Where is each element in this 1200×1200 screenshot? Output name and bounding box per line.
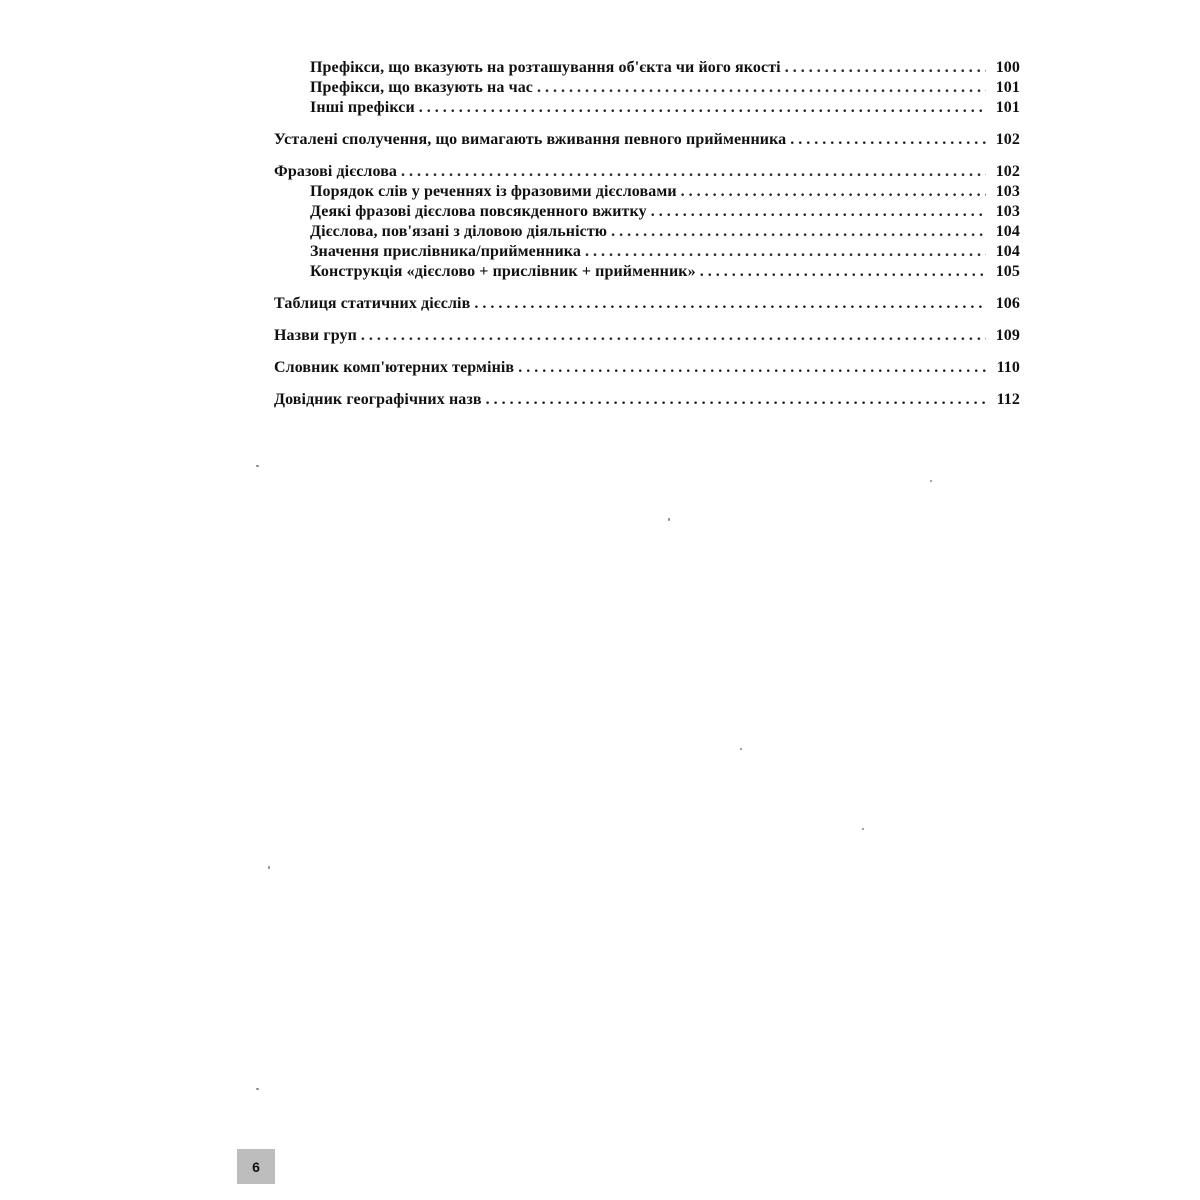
toc-entry-page: 103 [995, 183, 1020, 200]
toc-leader-dots [785, 58, 986, 78]
toc-leader-dots [651, 202, 986, 222]
toc-entry-title: Порядок слів у реченнях із фразовими дієсловами [310, 183, 677, 200]
toc-leader-dots [700, 262, 986, 282]
toc-group-phrasal-verbs [274, 162, 1020, 282]
scan-speck [930, 480, 932, 482]
toc-entry-title: Конструкція «дієслово + прислівник + прийменник» [310, 263, 696, 280]
toc-leader-dots [585, 242, 986, 262]
scan-speck [268, 866, 270, 869]
toc-group-prefixes [274, 58, 1020, 118]
toc-entry[interactable] [274, 262, 1020, 282]
toc-leader-dots [790, 130, 986, 150]
scan-speck [668, 518, 670, 521]
scan-speck [256, 465, 259, 467]
toc-entry-title: Таблиця статичних дієслів [274, 295, 471, 312]
toc-entry-page: 104 [995, 223, 1020, 240]
toc-entry-page: 110 [996, 359, 1020, 376]
toc-leader-dots [486, 390, 986, 410]
toc-entry[interactable] [274, 58, 1020, 78]
toc-entry-page: 112 [996, 391, 1020, 408]
toc-entry-page: 100 [995, 59, 1020, 76]
toc-entry-title: Інші префікси [310, 99, 415, 116]
scan-speck [862, 828, 864, 830]
toc-entry-page: 104 [995, 243, 1020, 260]
toc-leader-dots [474, 294, 986, 314]
scan-speck [256, 1088, 259, 1090]
toc-entry[interactable] [274, 242, 1020, 262]
toc-entry[interactable] [274, 358, 1020, 378]
toc-entry-title: Префікси, що вказують на час [310, 79, 533, 96]
toc-entry[interactable] [274, 98, 1020, 118]
toc-leader-dots [518, 358, 986, 378]
toc-leader-dots [401, 162, 986, 182]
toc-leader-dots [419, 98, 986, 118]
toc-entry[interactable] [274, 390, 1020, 410]
toc-entry-title: Словник комп'ютерних термінів [274, 359, 515, 376]
toc-group-geographic-names [274, 390, 1020, 410]
toc-entry[interactable] [274, 130, 1020, 150]
toc-entry-page: 103 [995, 203, 1020, 220]
toc-entry-page: 101 [995, 99, 1020, 116]
toc-entry[interactable] [274, 294, 1020, 314]
toc-entry-title: Фразові дієслова [274, 163, 398, 180]
table-of-contents [274, 58, 1020, 422]
toc-entry-title: Префікси, що вказують на розташування об'єкта чи його якості [310, 59, 781, 76]
toc-leader-dots [361, 326, 986, 346]
toc-entry[interactable] [274, 78, 1020, 98]
toc-entry-page: 102 [995, 163, 1020, 180]
toc-entry[interactable] [274, 222, 1020, 242]
toc-entry-page: 102 [995, 131, 1020, 148]
toc-entry-title: Назви груп [274, 327, 357, 344]
toc-group-set-phrases [274, 130, 1020, 150]
toc-entry-page: 106 [995, 295, 1020, 312]
toc-entry-title: Дієслова, пов'язані з діловою діяльністю [310, 223, 608, 240]
toc-entry-page: 105 [995, 263, 1020, 280]
toc-entry-title: Деякі фразові дієслова повсякденного вжитку [310, 203, 647, 220]
toc-leader-dots [611, 222, 986, 242]
toc-entry[interactable] [274, 182, 1020, 202]
toc-leader-dots [681, 182, 986, 202]
toc-entry-title: Довідник географічних назв [274, 391, 482, 408]
toc-entry[interactable] [274, 202, 1020, 222]
page-number: 6 [237, 1149, 275, 1184]
toc-group-group-names [274, 326, 1020, 346]
toc-entry[interactable] [274, 326, 1020, 346]
toc-group-static-verbs [274, 294, 1020, 314]
toc-entry-page: 101 [995, 79, 1020, 96]
toc-entry-page: 109 [995, 327, 1020, 344]
toc-entry-title: Значення прислівника/прийменника [310, 243, 581, 260]
toc-group-computer-terms [274, 358, 1020, 378]
toc-entry[interactable] [274, 162, 1020, 182]
scan-speck [740, 748, 742, 750]
toc-leader-dots [537, 78, 986, 98]
toc-entry-title: Усталені сполучення, що вимагають вживання певного прийменника [274, 131, 787, 148]
